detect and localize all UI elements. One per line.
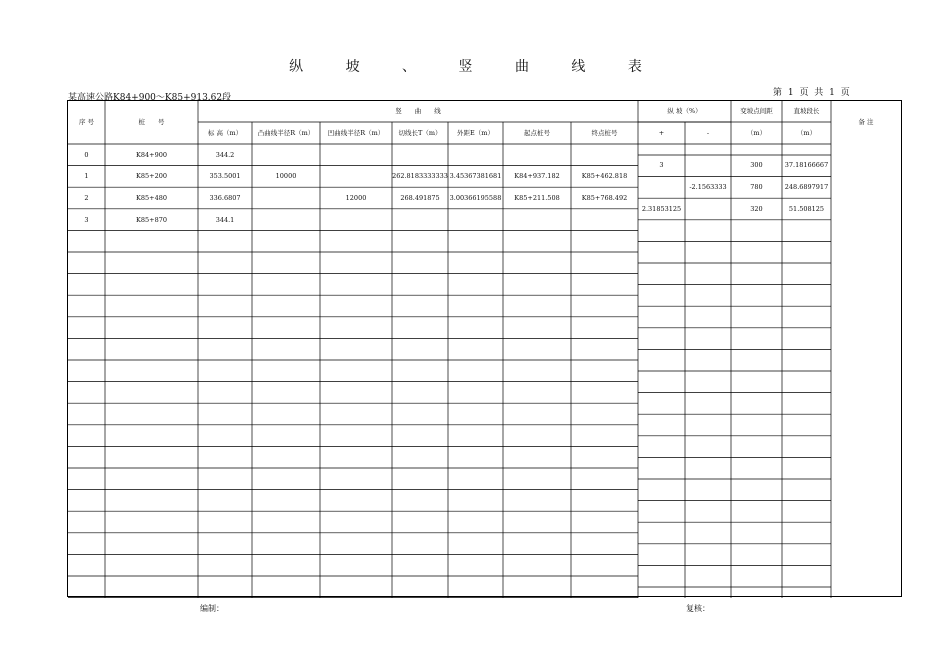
cell-elevation: 336.6807 <box>209 194 241 202</box>
header-concave-radius: 凹曲线半径R（m） <box>327 129 385 137</box>
cell-grade-minus: -2.1563333 <box>689 183 727 191</box>
header-start-station: 起点桩号 <box>524 129 550 137</box>
cell-external-distance: 3.00366195588 <box>449 194 502 202</box>
header-unit-m: （m） <box>796 129 817 137</box>
cell-grade-distance: 300 <box>750 161 763 169</box>
cell-start-station: K85+211.508 <box>514 194 560 202</box>
section-label: 某高速公路K84+900～K85+913.62段 <box>68 93 232 103</box>
header-convex-radius: 凸曲线半径R（m） <box>257 129 315 137</box>
header-tangent-length: 切线长T（m） <box>398 129 442 137</box>
cell-straight-length: 51.508125 <box>788 205 825 213</box>
header-external-distance: 外距E（m） <box>457 129 494 137</box>
cell-end-station: K85+768.492 <box>581 194 628 202</box>
cell-start-station: K84+937.182 <box>514 172 560 180</box>
cell-tangent-length: 262.8183333333 <box>392 172 448 180</box>
cell-no: 0 <box>84 151 89 159</box>
cell-elevation: 344.1 <box>215 216 235 224</box>
header-station: 桩 号 <box>138 118 165 126</box>
header-elevation: 标 高（m） <box>207 129 243 137</box>
header-vertical-curve: 竖 曲 线 <box>395 107 441 115</box>
cell-end-station: K85+462.818 <box>581 172 628 180</box>
header-grade: 纵 坡（%） <box>667 107 702 115</box>
cell-station: K85+200 <box>136 172 167 180</box>
table-frame <box>67 100 902 597</box>
cell-no: 2 <box>84 194 89 202</box>
cell-elevation: 344.2 <box>215 151 235 159</box>
cell-concave-radius: 12000 <box>345 194 367 202</box>
cell-grade-distance: 780 <box>750 183 763 191</box>
reviewed-by-label: 复核： <box>686 604 710 613</box>
cell-no: 1 <box>84 172 89 180</box>
cell-tangent-length: 268.491875 <box>400 194 440 202</box>
header-grade-minus: - <box>706 129 710 137</box>
header-end-station: 终点桩号 <box>591 129 618 137</box>
cell-station: K85+870 <box>136 216 167 224</box>
cell-grade-distance: 320 <box>750 205 763 213</box>
cell-station: K85+480 <box>136 194 167 202</box>
compiled-by-label: 编制： <box>200 604 224 613</box>
header-no: 序 号 <box>78 118 95 126</box>
cell-grade-plus: 2.31853125 <box>641 205 682 213</box>
header-remarks: 备 注 <box>858 118 874 126</box>
cell-elevation: 353.5001 <box>209 172 241 180</box>
cell-station: K84+900 <box>136 151 167 159</box>
page-title: 纵 坡 、 竖 曲 线 表 <box>289 59 661 75</box>
cell-straight-length: 248.6897917 <box>784 183 829 191</box>
header-grade-change-distance: 变坡点间距 <box>740 107 773 115</box>
page-info: 第 1 页 共 1 页 <box>773 88 850 98</box>
header-unit-m: （m） <box>746 129 767 137</box>
cell-grade-plus: 3 <box>659 161 664 169</box>
cell-straight-length: 37.18166667 <box>784 161 829 169</box>
header-straight-length: 直坡段长 <box>793 107 820 115</box>
cell-convex-radius: 10000 <box>275 172 297 180</box>
cell-external-distance: 3.45367381681 <box>449 172 502 180</box>
cell-no: 3 <box>84 216 89 224</box>
header-grade-plus: + <box>658 129 665 137</box>
